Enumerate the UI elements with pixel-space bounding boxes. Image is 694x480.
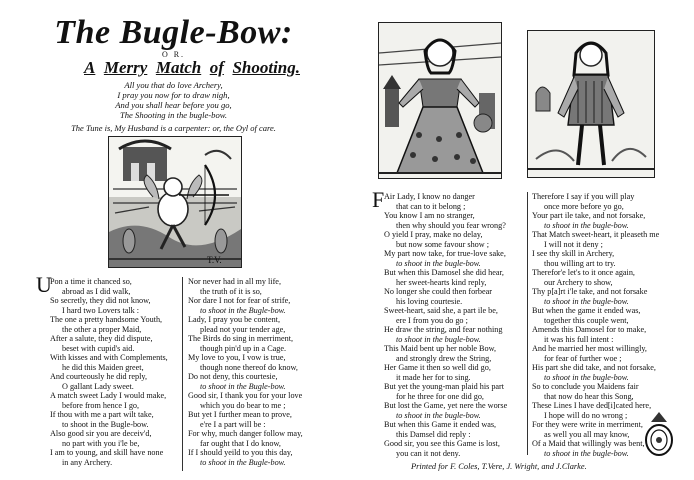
verse-line: for he three for one did go, — [396, 391, 484, 401]
verse-line: Air Lady, I know no danger — [384, 192, 475, 201]
verse-line: to shoot in the bugle-bow. — [544, 220, 629, 230]
column-divider — [182, 277, 183, 471]
verse-line: O gallant Lady sweet. — [62, 381, 134, 391]
verse-line: to shoot in the Bugle-bow. — [200, 381, 286, 391]
verse-line: for fear of further woe ; — [544, 353, 622, 363]
verse-line: to shoot in the bugle-bow. — [544, 448, 629, 458]
verse-line: Also good sir you are deceiv'd, — [50, 429, 152, 439]
verse-line: But yet I further mean to prove, — [188, 410, 292, 420]
verse-line: Therefore I say if you will play — [532, 192, 635, 201]
verse-line: you can it not deny. — [396, 448, 461, 458]
crest-icon — [643, 410, 675, 460]
verse-line: Do not deny, this courtesie, — [188, 372, 278, 382]
cupid-archer-illustration — [109, 137, 241, 267]
verse-line: Lady, I pray you be content, — [188, 315, 281, 325]
verse-line: no part with you i'le be, — [62, 438, 140, 448]
verse-line: which you do bear to me ; — [200, 400, 286, 410]
lady-woodcut — [378, 22, 502, 179]
gentleman-illustration — [528, 31, 654, 177]
verse-line: But yet the young-man plaid his part — [384, 382, 505, 392]
verse-line: but now some favour show ; — [396, 239, 490, 249]
verse-line: I see thy skill in Archery, — [532, 249, 615, 259]
verse-line: beset with cupid's aid. — [62, 343, 135, 353]
verse-line: So to conclude you Maidens fair — [532, 382, 639, 392]
verse-line: that now do hear this Song, — [544, 391, 634, 401]
verse-line: For why, much danger follow may, — [188, 429, 303, 439]
verse-line: Nor never had in all my life, — [188, 277, 281, 286]
lady-illustration — [379, 23, 501, 178]
right-page — [347, 0, 694, 480]
verse-line: our Archery to show, — [544, 277, 613, 287]
verse-line: he did this Maiden greet, — [62, 362, 144, 372]
intro-line: I pray you now for to draw nigh, — [117, 90, 230, 100]
verse-line: But lost the Game, yet nere the worse — [384, 401, 508, 411]
verse-line: After a salute, they did dispute, — [50, 334, 153, 344]
drop-cap: F — [372, 187, 385, 212]
verse-line: Pon a time it chanced so, — [50, 277, 132, 286]
verse-line: So secretly, they did not know, — [50, 296, 151, 306]
verse-line: thou willing art to try. — [544, 258, 616, 268]
verse-line: These Lines I have ded[i]cated here, — [532, 401, 652, 411]
intro-verse — [0, 80, 347, 120]
verse-line: though none thereof do know, — [200, 362, 298, 372]
title-or: O R. — [161, 50, 186, 59]
verse-line: then why should you fear wrong? — [396, 220, 506, 230]
verse-line: the other a proper Maid, — [62, 324, 142, 334]
verse-line: to shoot in the Bugle-bow. — [200, 457, 286, 467]
verse-line: though pin'd up in a Cage. — [200, 343, 287, 353]
verse-line: My part now take, for true-love sake, — [384, 249, 506, 259]
verse-line: I am to young, and skill have none — [50, 448, 164, 458]
verse-line: before from hence I go, — [62, 400, 140, 410]
verse-line: her sweet-hearts kind reply, — [396, 277, 487, 287]
intro-line: And you shall hear before you go, — [115, 100, 232, 110]
verse-line: to shoot in the bugle-bow. — [544, 296, 629, 306]
verse-line: the truth of it is so, — [200, 286, 262, 296]
verse-line: His part she did take, and not forsake, — [532, 363, 656, 373]
verse-line: that can to it belong ; — [396, 201, 466, 211]
verse-line: this Damsel did reply : — [396, 429, 471, 439]
printer-device-ornament — [643, 410, 675, 460]
woodcut-initials: T.V. — [207, 255, 222, 265]
verse-line: to shoot in the bugle-bow. — [544, 372, 629, 382]
cupid-archer-woodcut — [108, 136, 242, 268]
verse-line: Of a Maid that willingly was bent, — [532, 439, 645, 449]
verse-line: For they were write in merriment, — [532, 420, 643, 430]
verse-line: A match sweet Lady I would make, — [50, 391, 167, 401]
verse-line: his loving courtesie. — [396, 296, 463, 306]
verse-line: e're I a part will be : — [200, 419, 266, 429]
verse-line: You know I am no stranger, — [384, 211, 475, 221]
verse-line: Thy p[a]rt i'le take, and not forsake — [532, 287, 648, 297]
subtitle-word: Shooting. — [232, 58, 300, 77]
verse-line: No longer she could then forbear — [384, 287, 492, 297]
verse-line: it made her for to sing. — [396, 372, 471, 382]
verse-line: And he married her most willingly, — [532, 344, 647, 354]
verse-line: If thou with me a part wilt take, — [50, 410, 154, 420]
verse-column — [188, 277, 318, 467]
verse-line: And courteously he did reply, — [50, 372, 148, 382]
verse-line: The Birds do sing in merriment, — [188, 334, 294, 344]
subtitle-word: A — [84, 58, 96, 77]
verse-line: I hard two Lovers talk : — [62, 305, 140, 315]
verse-line: But when this Game it ended was, — [384, 420, 497, 430]
verse-line: Nor dare I not for fear of strife, — [188, 296, 291, 306]
intro-line: The Shooting in the bugle-bow. — [119, 110, 227, 120]
verse-line: This Maid bent up her noble Bow, — [384, 344, 497, 354]
verse-line: Good sir, you see this Game is lost, — [384, 439, 500, 449]
drop-cap: U — [36, 272, 52, 297]
verse-line: He draw the string, and fear nothing — [384, 325, 503, 335]
ballad-subtitle — [84, 58, 300, 78]
verse-line: The one a pretty handsome Youth, — [50, 315, 163, 325]
verse-line: as well you all may know, — [544, 429, 630, 439]
verse-line: to shoot in the Bugle-bow. — [200, 305, 286, 315]
subtitle-word: Match — [155, 58, 202, 77]
verse-line: once more before yo go, — [544, 201, 624, 211]
intro-line: All you that do love Archery, — [124, 80, 223, 90]
verse-line: But when this Damosel she did hear, — [384, 268, 504, 278]
verse-line: to shoot in the bugle-bow. — [396, 258, 481, 268]
column-divider — [527, 192, 528, 455]
verse-line: abroad as I did walk, — [62, 286, 131, 296]
verse-line: to shoot in the Bugle-bow. — [62, 419, 149, 429]
subtitle-word: Merry — [103, 58, 148, 77]
verse-line: to shoot in the bugle-bow. — [396, 410, 481, 420]
verse-line: My love to you, I vow is true, — [188, 353, 286, 363]
verse-line: If I should yeild to you this day, — [188, 448, 293, 458]
verse-line: But when the game it ended was, — [532, 306, 641, 316]
verse-line: That Match sweet-heart, it pleaseth me — [532, 230, 660, 240]
verse-line: Her Game it then so well did go, — [384, 363, 491, 373]
tune-line: The Tune is, My Husband is a carpenter: or, the Oyl of care. — [71, 123, 276, 133]
verse-line: Your part ile take, and not forsake, — [532, 211, 646, 221]
subtitle-word: of — [209, 58, 224, 77]
verse-line: plead not your tender age, — [200, 324, 286, 334]
verse-line: With kisses and with Complements, — [50, 353, 168, 363]
ballad-title: The Bugle-Bow: — [54, 14, 293, 51]
gentleman-woodcut — [527, 30, 655, 178]
verse-line: Therefor'e let's to it once again, — [532, 268, 635, 278]
verse-line: I will not it deny ; — [544, 239, 603, 249]
verse-line: O yield I pray, make no delay, — [384, 230, 483, 240]
verse-column — [50, 277, 178, 467]
verse-line: I hope will do no wrong ; — [544, 410, 628, 420]
printer-imprint: Printed for F. Coles, T.Vere, J. Wright, and J.Clarke. — [411, 462, 587, 471]
verse-line: to shoot in the bugle-bow. — [396, 334, 481, 344]
verse-line: together this couple went, — [544, 315, 629, 325]
verse-line: it was his full intent : — [544, 334, 614, 344]
verse-line: Good sir, I thank you for your love — [188, 391, 303, 401]
verse-column — [384, 192, 524, 458]
verse-line: and strongly drew the String, — [396, 353, 492, 363]
verse-line: far ought that I do know, — [200, 438, 281, 448]
verse-line: ere I from you do go ; — [396, 315, 468, 325]
verse-line: Sweet-heart, said she, a part ile be, — [384, 306, 498, 316]
verse-line: Amends this Damosel for to make, — [532, 325, 647, 335]
verse-line: in any Archery. — [62, 457, 113, 467]
